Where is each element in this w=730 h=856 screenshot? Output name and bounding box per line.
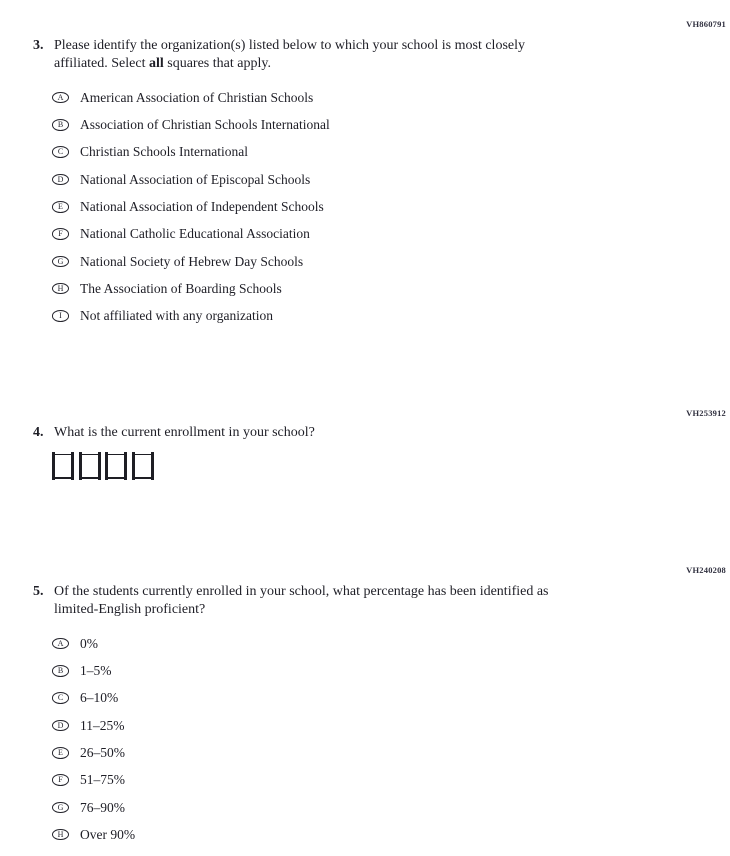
option-row[interactable]	[52, 739, 135, 766]
option-label: National Association of Independent Schools	[80, 199, 324, 215]
option-row[interactable]	[52, 657, 135, 684]
answer-bubble-icon[interactable]: F	[52, 228, 69, 240]
option-label: 11–25%	[80, 717, 125, 733]
answer-bubble-icon[interactable]: A	[52, 638, 69, 650]
question-5	[33, 583, 577, 618]
answer-bubble-icon[interactable]: D	[52, 174, 69, 186]
question-3-form-code: VH860791	[686, 19, 726, 29]
enrollment-digit-box[interactable]	[105, 452, 127, 480]
question-5-number: 5.	[33, 584, 44, 599]
option-label: American Association of Christian Schools	[80, 89, 314, 105]
question-5-prompt: Of the students currently enrolled in your school, what percentage has been identified as limited-English proficient?	[54, 584, 549, 617]
option-label: 0%	[80, 635, 98, 651]
option-label: 51–75%	[80, 772, 125, 788]
option-label: 26–50%	[80, 745, 125, 761]
option-row[interactable]	[52, 275, 330, 302]
option-row[interactable]	[52, 111, 330, 138]
answer-bubble-icon[interactable]: G	[52, 802, 69, 814]
answer-bubble-icon[interactable]: D	[52, 720, 69, 732]
option-row[interactable]	[52, 302, 330, 329]
option-label: 1–5%	[80, 663, 112, 679]
option-row[interactable]	[52, 166, 330, 193]
answer-bubble-icon[interactable]: I	[52, 310, 69, 322]
question-4-form-code: VH253912	[686, 408, 726, 418]
enrollment-digit-box[interactable]	[132, 452, 154, 480]
option-row[interactable]	[52, 248, 330, 275]
option-row[interactable]	[52, 220, 330, 247]
enrollment-digit-box[interactable]	[52, 452, 74, 480]
enrollment-digit-boxes	[52, 452, 154, 480]
answer-bubble-icon[interactable]: E	[52, 747, 69, 759]
answer-bubble-icon[interactable]: G	[52, 256, 69, 268]
answer-bubble-icon[interactable]: H	[52, 283, 69, 295]
answer-bubble-icon[interactable]: B	[52, 119, 69, 131]
question-3-prompt-start: Please identify the organization(s) listed below to which your school is most closely affiliated. Select	[54, 38, 525, 71]
option-label: 76–90%	[80, 799, 125, 815]
option-row[interactable]	[52, 712, 135, 739]
option-label: 6–10%	[80, 690, 119, 706]
option-row[interactable]	[52, 685, 135, 712]
question-3-prompt-bold: all	[148, 55, 164, 71]
option-label: National Society of Hebrew Day Schools	[80, 253, 304, 269]
option-label: Christian Schools International	[80, 144, 248, 160]
option-label: National Catholic Educational Association	[80, 226, 310, 242]
option-label: Not affiliated with any organization	[80, 308, 273, 324]
question-3	[33, 37, 577, 72]
enrollment-digit-box[interactable]	[79, 452, 101, 480]
option-label: National Association of Episcopal Schools	[80, 171, 311, 187]
option-row[interactable]	[52, 630, 135, 657]
question-3-number: 3.	[33, 38, 44, 53]
answer-bubble-icon[interactable]: F	[52, 774, 69, 786]
answer-bubble-icon[interactable]: C	[52, 692, 69, 704]
option-row[interactable]	[52, 84, 330, 111]
option-row[interactable]	[52, 193, 330, 220]
answer-bubble-icon[interactable]: A	[52, 92, 69, 104]
question-3-prompt-end: squares that apply.	[163, 55, 271, 71]
question-5-options	[52, 630, 135, 848]
question-4	[33, 424, 315, 442]
answer-bubble-icon[interactable]: H	[52, 829, 69, 841]
answer-bubble-icon[interactable]: C	[52, 146, 69, 158]
question-3-options	[52, 84, 330, 330]
question-5-form-code: VH240208	[686, 565, 726, 575]
option-row[interactable]	[52, 794, 135, 821]
answer-bubble-icon[interactable]: E	[52, 201, 69, 213]
option-row[interactable]	[52, 766, 135, 793]
question-3-prompt	[54, 37, 577, 72]
option-row[interactable]	[52, 139, 330, 166]
answer-bubble-icon[interactable]: B	[52, 665, 69, 677]
option-row[interactable]	[52, 821, 135, 848]
question-4-number: 4.	[33, 425, 44, 440]
option-label: Over 90%	[80, 826, 136, 842]
option-label: The Association of Boarding Schools	[80, 280, 282, 296]
question-4-prompt: What is the current enrollment in your school?	[54, 425, 315, 440]
option-label: Association of Christian Schools International	[80, 117, 330, 133]
